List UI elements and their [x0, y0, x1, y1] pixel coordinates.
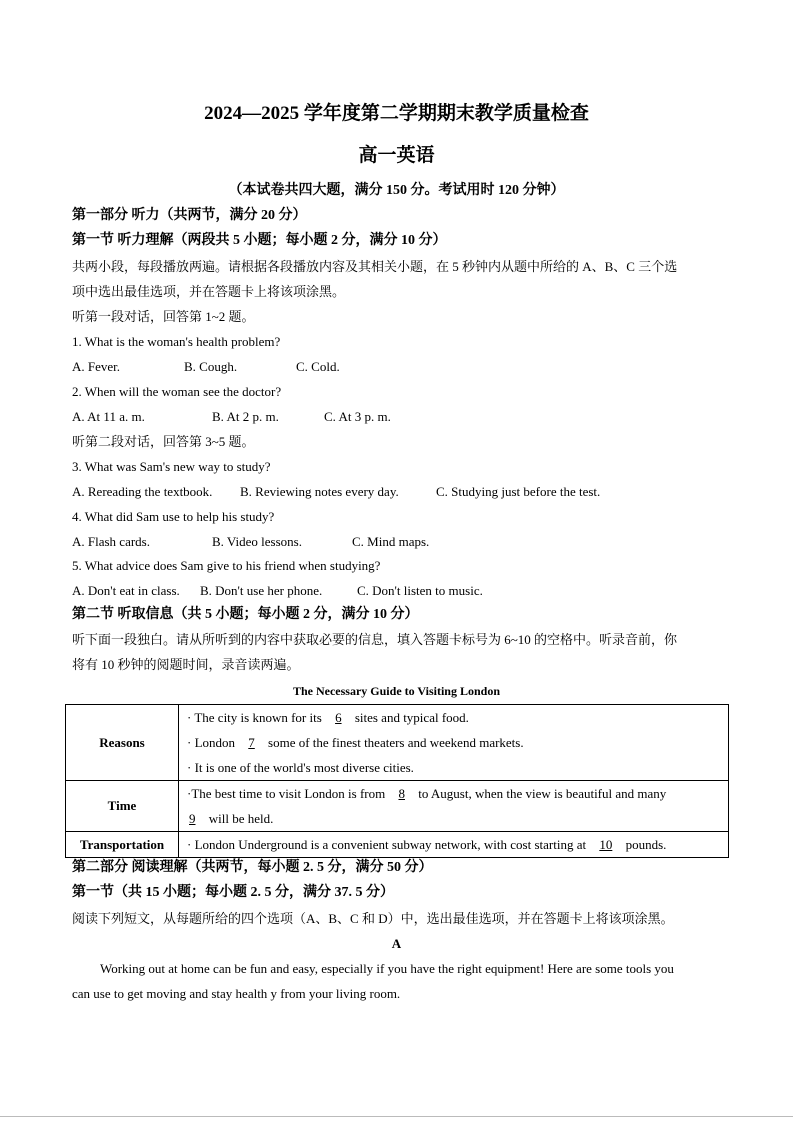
table-title: The Necessary Guide to Visiting London — [292, 684, 501, 698]
question-2-option-b: B. At 2 p. m. — [212, 409, 279, 424]
section1-instruction-line1: 共两小段，每段播放两遍。请根据各段播放内容及其相关小题，在 5 秒钟内从题中所给的 A、B、C 三个选 — [72, 259, 678, 274]
row-label-reasons: Reasons — [66, 705, 179, 781]
question-5-option-a: A. Don't eat in class. — [72, 583, 180, 598]
reasons-line-1-pre: · The city is known for its — [187, 710, 322, 725]
table-row-transportation — [66, 832, 729, 858]
part1-heading: 第一部分 听力（共两节，满分 20 分） — [72, 208, 307, 223]
reasons-line-3: · It is one of the world's most diverse cities. — [187, 760, 414, 775]
time-line-1-pre: ·The best time to visit London is from — [187, 786, 386, 801]
exam-title: 2024—2025 学年度第二学期期末教学质量检查 — [204, 103, 589, 124]
transportation-line-1-post: pounds. — [625, 837, 667, 852]
question-2-stem: 2. When will the woman see the doctor? — [72, 384, 282, 399]
passage-line-1: Working out at home can be fun and easy, especially if you have the right equipment! Here are some tools you — [100, 961, 674, 976]
part1-section2-heading: 第二节 听取信息（共 5 小题；每小题 2 分，满分 10 分） — [72, 607, 419, 622]
question-5-option-c: C. Don't listen to music. — [357, 583, 483, 598]
reasons-line-1-post: sites and typical food. — [354, 710, 469, 725]
time-content — [179, 781, 729, 832]
question-1-option-b: B. Cough. — [184, 359, 238, 374]
transportation-content — [179, 832, 729, 858]
answer-blank-6: 6 — [335, 710, 342, 725]
time-line-2 — [187, 806, 722, 831]
reasons-content — [179, 705, 729, 781]
question-1-stem: 1. What is the woman's health problem? — [72, 334, 281, 349]
answer-blank-10: 10 — [599, 837, 613, 852]
exam-note: （本试卷共四大题，满分 150 分。考试用时 120 分钟） — [228, 183, 565, 198]
passage-line-2: can use to get moving and stay health y from your living room. — [72, 986, 401, 1001]
table-row-time — [66, 781, 729, 832]
table-row-reasons — [66, 705, 729, 781]
dialog1-prompt: 听第一段对话，回答第 1~2 题。 — [72, 309, 255, 324]
question-3-option-b: B. Reviewing notes every day. — [240, 484, 399, 499]
part2-instruction: 阅读下列短文，从每题所给的四个选项（A、B、C 和 D）中，选出最佳选项，并在答题卡上将该项涂黑。 — [72, 911, 674, 926]
question-2-option-a: A. At 11 a. m. — [72, 409, 145, 424]
part1-section1-heading: 第一节 听力理解（两段共 5 小题；每小题 2 分，满分 10 分） — [72, 233, 447, 248]
time-line-1-post: to August, when the view is beautiful and many — [418, 786, 667, 801]
reasons-line-2-post: some of the finest theaters and weekend markets. — [268, 735, 524, 750]
question-4-option-b: B. Video lessons. — [212, 534, 302, 549]
row-label-time: Time — [66, 781, 179, 832]
page-bottom-rule — [0, 1116, 793, 1117]
question-1-option-c: C. Cold. — [296, 359, 340, 374]
question-3-option-a: A. Rereading the textbook. — [72, 484, 213, 499]
passage-label: A — [391, 936, 402, 951]
section2-instruction-line1: 听下面一段独白。请从所听到的内容中获取必要的信息，填入答题卡标号为 6~10 的空格中。听录音前，你 — [72, 632, 678, 647]
question-4-option-a: A. Flash cards. — [72, 534, 150, 549]
section1-instruction-line2: 项中选出最佳选项，并在答题卡上将该项涂黑。 — [72, 284, 346, 299]
transportation-line-1 — [187, 832, 722, 857]
reasons-line-2 — [187, 730, 722, 755]
section2-instruction-line2: 将有 10 秒钟的阅题时间，录音读两遍。 — [72, 657, 300, 672]
question-3-stem: 3. What was Sam's new way to study? — [72, 459, 271, 474]
part2-section1-heading: 第一节（共 15 小题；每小题 2. 5 分，满分 37. 5 分） — [72, 885, 394, 900]
reasons-line-2-pre: · London — [187, 735, 236, 750]
question-2-option-c: C. At 3 p. m. — [324, 409, 391, 424]
question-4-option-c: C. Mind maps. — [352, 534, 430, 549]
row-label-transportation: Transportation — [66, 832, 179, 858]
question-3-option-c: C. Studying just before the test. — [436, 484, 601, 499]
transportation-line-1-pre: · London Underground is a convenient subway network, with cost starting at — [187, 837, 587, 852]
answer-blank-7: 7 — [248, 735, 255, 750]
answer-blank-9: 9 — [189, 811, 196, 826]
reasons-line-1 — [187, 705, 722, 730]
question-4-stem: 4. What did Sam use to help his study? — [72, 509, 275, 524]
question-5-option-b: B. Don't use her phone. — [200, 583, 323, 598]
question-5-stem: 5. What advice does Sam give to his friend when studying? — [72, 558, 381, 573]
exam-subject: 高一英语 — [358, 145, 435, 166]
question-1-option-a: A. Fever. — [72, 359, 121, 374]
london-guide-table — [65, 704, 729, 858]
time-line-1 — [187, 781, 722, 806]
answer-blank-8: 8 — [398, 786, 405, 801]
part2-heading: 第二部分 阅读理解（共两节，每小题 2. 5 分，满分 50 分） — [72, 860, 433, 875]
dialog2-prompt: 听第二段对话，回答第 3~5 题。 — [72, 434, 255, 449]
time-line-2-post: will be held. — [208, 811, 274, 826]
